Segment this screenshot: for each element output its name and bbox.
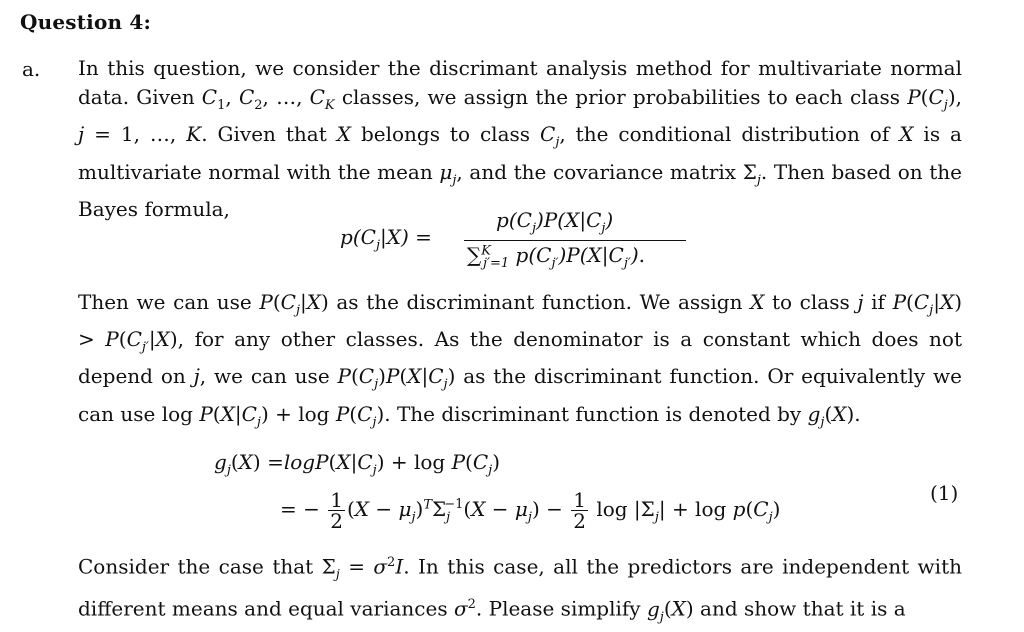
equation-number: (1) — [930, 481, 959, 505]
fraction-bar — [464, 240, 686, 241]
discriminant-equation-line-2: = − $\frac{1}{2}$ $(X - \mu_j)^T\Sigma_j^{-1}(X - \mu_j)$ − $\frac{1}{2}$ $\log |\Sigma_j| + \log p(C_j)$ — [280, 488, 781, 533]
paragraph-simplify: Consider the case that $\Sigma_j = \sigma^2I$. In this case, all the predictors are independent with different means and equal variances $\sigma^2$. Please simplify $g_j(X)$ and show that it is a — [78, 554, 962, 625]
paragraph-discriminant: Then we can use $P(C_j|X)$ as the discriminant function. We assign X to class j if $P(C_j|X) > P(C_{j'}|X)$, for any other classes. As the denominator is a constant which does not depend on j, we can use $P(C_j)P(X|C_j)$ as the discriminant function. Or equivalently we can use $\log P(X|C_j) + \log P(C_j)$. The discriminant function is denoted by $g_j(X)$. — [78, 290, 963, 430]
bayes-equation-lhs: $p(C_j|X)$ = — [340, 225, 432, 253]
discriminant-equation-line-1: $g_j(X) =\log P(X|C_j) + \log P(C_j)$ — [214, 450, 500, 478]
item-label: a. — [22, 57, 41, 81]
paragraph-intro: In this question, we consider the discrimant analysis method for multivariate normal data. Given $C_1$, $C_2$, …, $C_K$ classes, we assign the prior probabilities to each class $P(C_j)$, j = 1, …, K. Given that X belongs to class $C_j$, the conditional distribution of X is a multivariate normal with the mean $\mu_j$, and the covariance matrix $\Sigma_j$. Then based on the Bayes formula, — [78, 56, 963, 221]
bayes-equation-denominator: ∑$^K_{j'=1}$ $p(C_{j'})P(X|C_{j'})$. — [467, 243, 645, 271]
bayes-equation-numerator: $p(C_j)P(X|C_j)$ — [496, 208, 614, 236]
question-title: Question 4: — [20, 10, 152, 34]
